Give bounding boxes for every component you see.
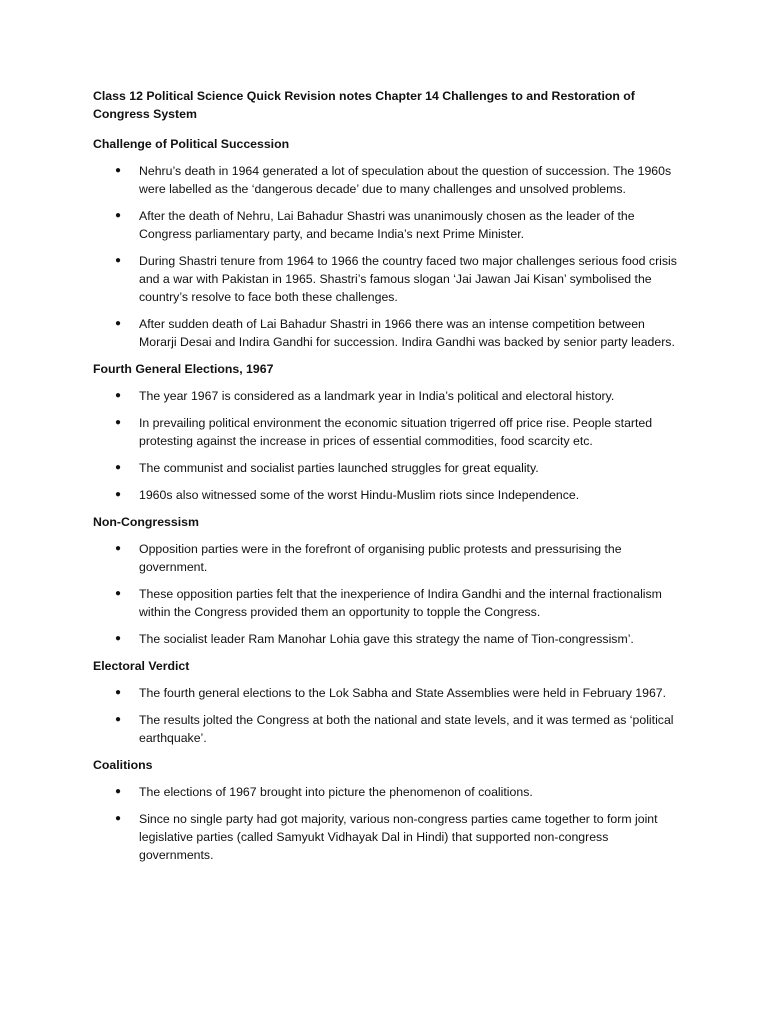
bullet-dot-icon: ●: [115, 588, 122, 599]
section: [93, 657, 684, 747]
bullet-item: [93, 486, 684, 504]
bullet-dot-icon: ●: [115, 543, 122, 554]
bullet-text: During Shastri tenure from 1964 to 1966 the country faced two major challenges serious food crisis and a war with Pakistan in 1965. Shastri’s famous slogan ‘Jai Jawan Jai Kisan’ symbolised the country’s resolve to face both these challenges.: [139, 254, 677, 304]
bullet-dot-icon: ●: [115, 786, 122, 797]
bullet-item: [93, 630, 684, 648]
bullet-dot-icon: ●: [115, 813, 122, 824]
bullet-item: [93, 684, 684, 702]
bullet-dot-icon: ●: [115, 462, 122, 473]
bullet-text: In prevailing political environment the economic situation trigerred off price rise. People started protesting against the increase in prices of essential commodities, food scarcity etc.: [139, 416, 653, 448]
document-body: [93, 135, 684, 864]
bullet-text: The communist and socialist parties launched struggles for great equality.: [139, 461, 539, 475]
bullet-text: The elections of 1967 brought into picture the phenomenon of coalitions.: [139, 785, 533, 799]
bullet-dot-icon: ●: [115, 165, 122, 176]
bullet-dot-icon: ●: [115, 489, 122, 500]
bullet-dot-icon: ●: [115, 318, 122, 329]
section-heading: Non-Congressism: [93, 515, 199, 529]
bullet-text: Nehru’s death in 1964 generated a lot of speculation about the question of succession. The 1960s were labelled as the ‘dangerous decade’ due to many challenges and unsolved problems.: [139, 164, 672, 196]
bullet-item: [93, 783, 684, 801]
bullet-text: 1960s also witnessed some of the worst Hindu-Muslim riots since Independence.: [139, 488, 580, 502]
section: [93, 135, 684, 351]
bullet-item: [93, 315, 684, 351]
bullet-dot-icon: ●: [115, 390, 122, 401]
bullet-text: The fourth general elections to the Lok Sabha and State Assemblies were held in February 1967.: [139, 686, 667, 700]
bullet-item: [93, 252, 684, 306]
document-title: Class 12 Political Science Quick Revision notes Chapter 14 Challenges to and Restoration of Congress System: [93, 89, 635, 121]
section-heading: Challenge of Political Succession: [93, 137, 290, 151]
bullet-dot-icon: ●: [115, 417, 122, 428]
bullet-item: [93, 207, 684, 243]
bullet-dot-icon: ●: [115, 255, 122, 266]
bullet-list: [93, 684, 684, 747]
bullet-item: [93, 387, 684, 405]
bullet-dot-icon: ●: [115, 210, 122, 221]
bullet-dot-icon: ●: [115, 633, 122, 644]
bullet-item: [93, 540, 684, 576]
bullet-dot-icon: ●: [115, 714, 122, 725]
section-heading: Fourth General Elections, 1967: [93, 362, 274, 376]
bullet-dot-icon: ●: [115, 687, 122, 698]
bullet-list: [93, 540, 684, 648]
bullet-list: [93, 162, 684, 351]
bullet-item: [93, 162, 684, 198]
bullet-item: [93, 810, 684, 864]
bullet-text: After sudden death of Lai Bahadur Shastri in 1966 there was an intense competition between Morarji Desai and Indira Gandhi for succession. Indira Gandhi was backed by senior party leaders.: [139, 317, 675, 349]
bullet-item: [93, 711, 684, 747]
bullet-item: [93, 459, 684, 477]
bullet-item: [93, 414, 684, 450]
bullet-text: Since no single party had got majority, various non-congress parties came together to form joint legislative parties (called Samyukt Vidhayak Dal in Hindi) that supported non-congress governments.: [139, 812, 658, 862]
section-heading: Coalitions: [93, 758, 153, 772]
bullet-text: The year 1967 is considered as a landmark year in India’s political and electoral history.: [139, 389, 615, 403]
bullet-text: Opposition parties were in the forefront of organising public protests and pressurising the government.: [139, 542, 622, 574]
section-heading: Electoral Verdict: [93, 659, 190, 673]
bullet-list: [93, 783, 684, 864]
section: [93, 360, 684, 504]
bullet-text: The results jolted the Congress at both the national and state levels, and it was termed as ‘political earthquake’.: [139, 713, 674, 745]
section: [93, 513, 684, 648]
bullet-text: These opposition parties felt that the inexperience of Indira Gandhi and the internal fractionalism within the Congress provided them an opportunity to topple the Congress.: [139, 587, 662, 619]
bullet-text: The socialist leader Ram Manohar Lohia gave this strategy the name of Tion-congressism’.: [139, 632, 634, 646]
section: [93, 756, 684, 864]
bullet-item: [93, 585, 684, 621]
bullet-list: [93, 387, 684, 504]
bullet-text: After the death of Nehru, Lai Bahadur Shastri was unanimously chosen as the leader of the Congress parliamentary party, and became India’s next Prime Minister.: [139, 209, 635, 241]
